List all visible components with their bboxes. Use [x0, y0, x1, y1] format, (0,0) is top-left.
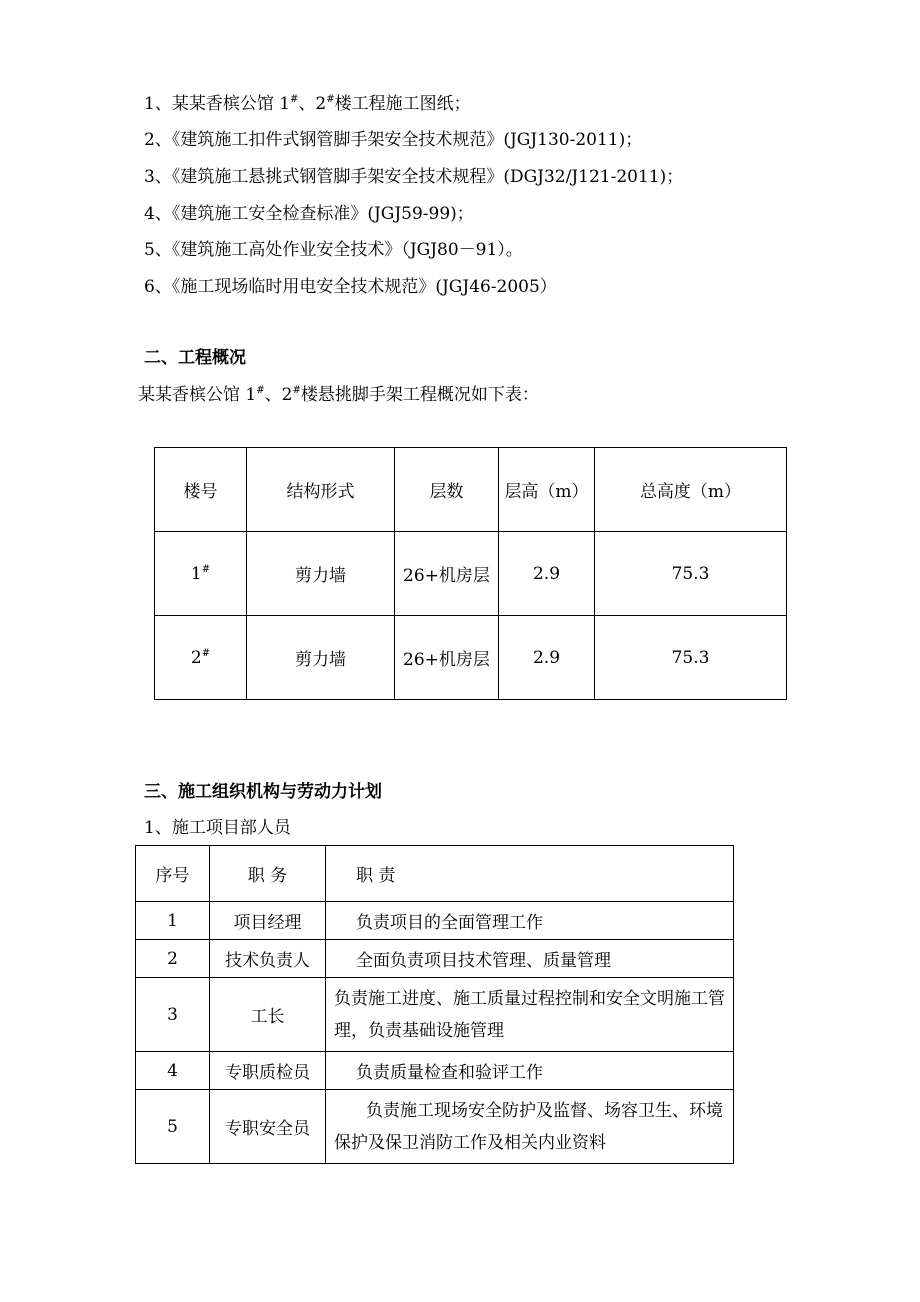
table-row — [136, 978, 734, 1052]
table-row — [155, 532, 787, 616]
header-floor-height: 层高（m） — [499, 448, 595, 532]
cell-no: 5 — [136, 1090, 210, 1164]
cell-total-height: 75.3 — [595, 532, 787, 616]
cell-duty: 负责质量检查和验评工作 — [326, 1052, 734, 1090]
section-heading-overview: 二、工程概况 — [144, 348, 246, 368]
reference-item-6: 6、《施工现场临时用电安全技术规范》(JGJ46-2005） — [144, 277, 557, 297]
cell-building-no: 2# — [155, 616, 247, 700]
cell-duty: 负责施工进度、施工质量过程控制和安全文明施工管理，负责基础设施管理 — [326, 978, 734, 1052]
table-header-row — [155, 448, 787, 532]
reference-item-2: 2、《建筑施工扣件式钢管脚手架安全技术规范》(JGJ130-2011)； — [144, 130, 643, 150]
table-row — [136, 1052, 734, 1090]
table-row — [136, 1090, 734, 1164]
cell-building-no: 1# — [155, 532, 247, 616]
reference-item-3: 3、《建筑施工悬挑式钢管脚手架安全技术规程》(DGJ32/J121-2011)； — [144, 167, 684, 187]
cell-role: 技术负责人 — [210, 940, 326, 978]
subheading-staff: 1、施工项目部人员 — [144, 818, 291, 838]
header-structure: 结构形式 — [247, 448, 395, 532]
table-row — [136, 940, 734, 978]
reference-item-1: 1、某某香槟公馆 1#、2#楼工程施工图纸； — [144, 94, 471, 114]
cell-duty: 全面负责项目技术管理、质量管理 — [326, 940, 734, 978]
header-floors: 层数 — [395, 448, 499, 532]
overview-intro: 某某香槟公馆 1#、2#楼悬挑脚手架工程概况如下表： — [138, 385, 539, 405]
cell-duty: 负责施工现场安全防护及监督、场容卫生、环境保护及保卫消防工作及相关内业资料 — [326, 1090, 734, 1164]
reference-item-5: 5、《建筑施工高处作业安全技术》（JGJ80－91）。 — [144, 240, 523, 260]
table-row — [136, 902, 734, 940]
header-no: 序号 — [136, 846, 210, 902]
cell-no: 3 — [136, 978, 210, 1052]
cell-floors: 26+机房层 — [395, 532, 499, 616]
header-role: 职 务 — [210, 846, 326, 902]
staff-table — [135, 845, 734, 1164]
cell-role: 工长 — [210, 978, 326, 1052]
cell-duty: 负责项目的全面管理工作 — [326, 902, 734, 940]
cell-structure: 剪力墙 — [247, 616, 395, 700]
cell-total-height: 75.3 — [595, 616, 787, 700]
cell-no: 1 — [136, 902, 210, 940]
cell-no: 4 — [136, 1052, 210, 1090]
cell-role: 专职质检员 — [210, 1052, 326, 1090]
project-overview-table — [154, 447, 787, 700]
cell-floors: 26+机房层 — [395, 616, 499, 700]
header-building-no: 楼号 — [155, 448, 247, 532]
cell-role: 专职安全员 — [210, 1090, 326, 1164]
table-header-row — [136, 846, 734, 902]
table-row — [155, 616, 787, 700]
header-duty: 职 责 — [326, 846, 734, 902]
cell-structure: 剪力墙 — [247, 532, 395, 616]
header-total-height: 总高度（m） — [595, 448, 787, 532]
cell-role: 项目经理 — [210, 902, 326, 940]
cell-no: 2 — [136, 940, 210, 978]
reference-item-4: 4、《建筑施工安全检查标准》(JGJ59-99)； — [144, 204, 474, 224]
cell-floor-height: 2.9 — [499, 616, 595, 700]
cell-floor-height: 2.9 — [499, 532, 595, 616]
section-heading-organization: 三、施工组织机构与劳动力计划 — [144, 782, 382, 802]
